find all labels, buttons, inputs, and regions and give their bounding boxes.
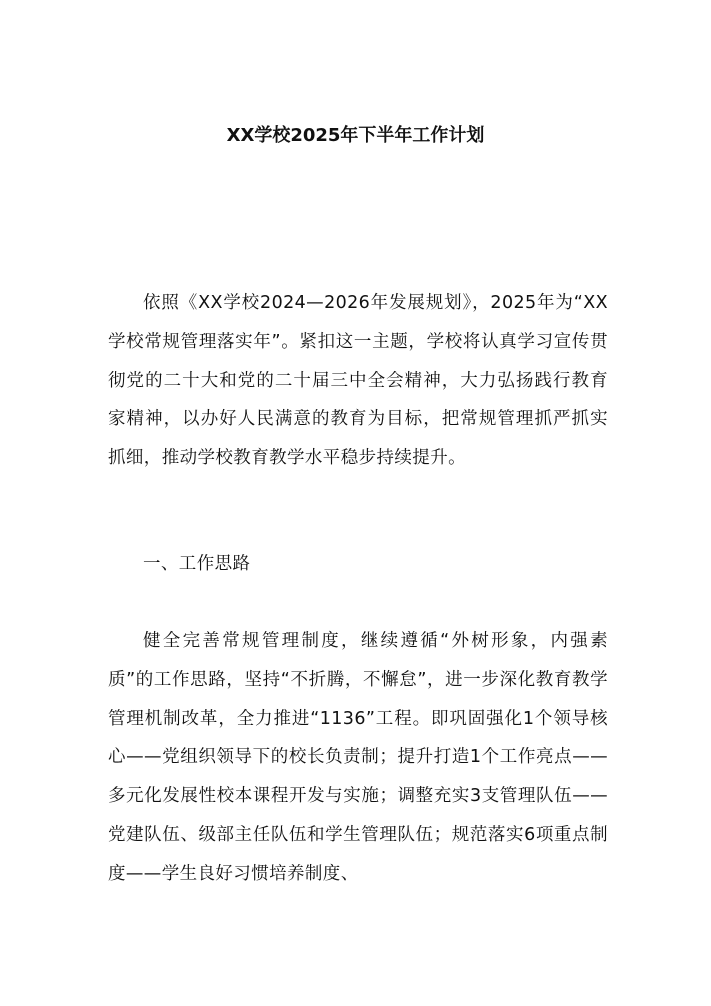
section-paragraph: 健全完善常规管理制度，继续遵循“外树形象，内强素质”的工作思路，坚持“不折腾，不懈怠”，进一步深化教育教学管理机制改革，全力推进“1136”工程。即巩固强化1个领导核心——党组织领导下的校长负责制；提升打造1个工作亮点——多元化发展性校本课程开发与实施；调整充实3支管理队伍——党建队伍、级部主任队伍和学生管理队伍；规范落实6项重点制度——学生良好习惯培养制度、 [108,631,608,884]
section-heading: 一、工作思路 [143,554,251,574]
intro-paragraph: 依照《XX学校2024—2026年发展规划》，2025年为“XX学校常规管理落实年”。紧扣这一主题，学校将认真学习宣传贯彻党的二十大和党的二十届三中全会精神，大力弘扬践行教育家精神，以办好人民满意的教育为目标，把常规管理抓严抓实抓细，推动学校教育教学水平稳步持续提升。 [108,293,608,469]
document-title: XX学校2025年下半年工作计划 [226,125,485,146]
